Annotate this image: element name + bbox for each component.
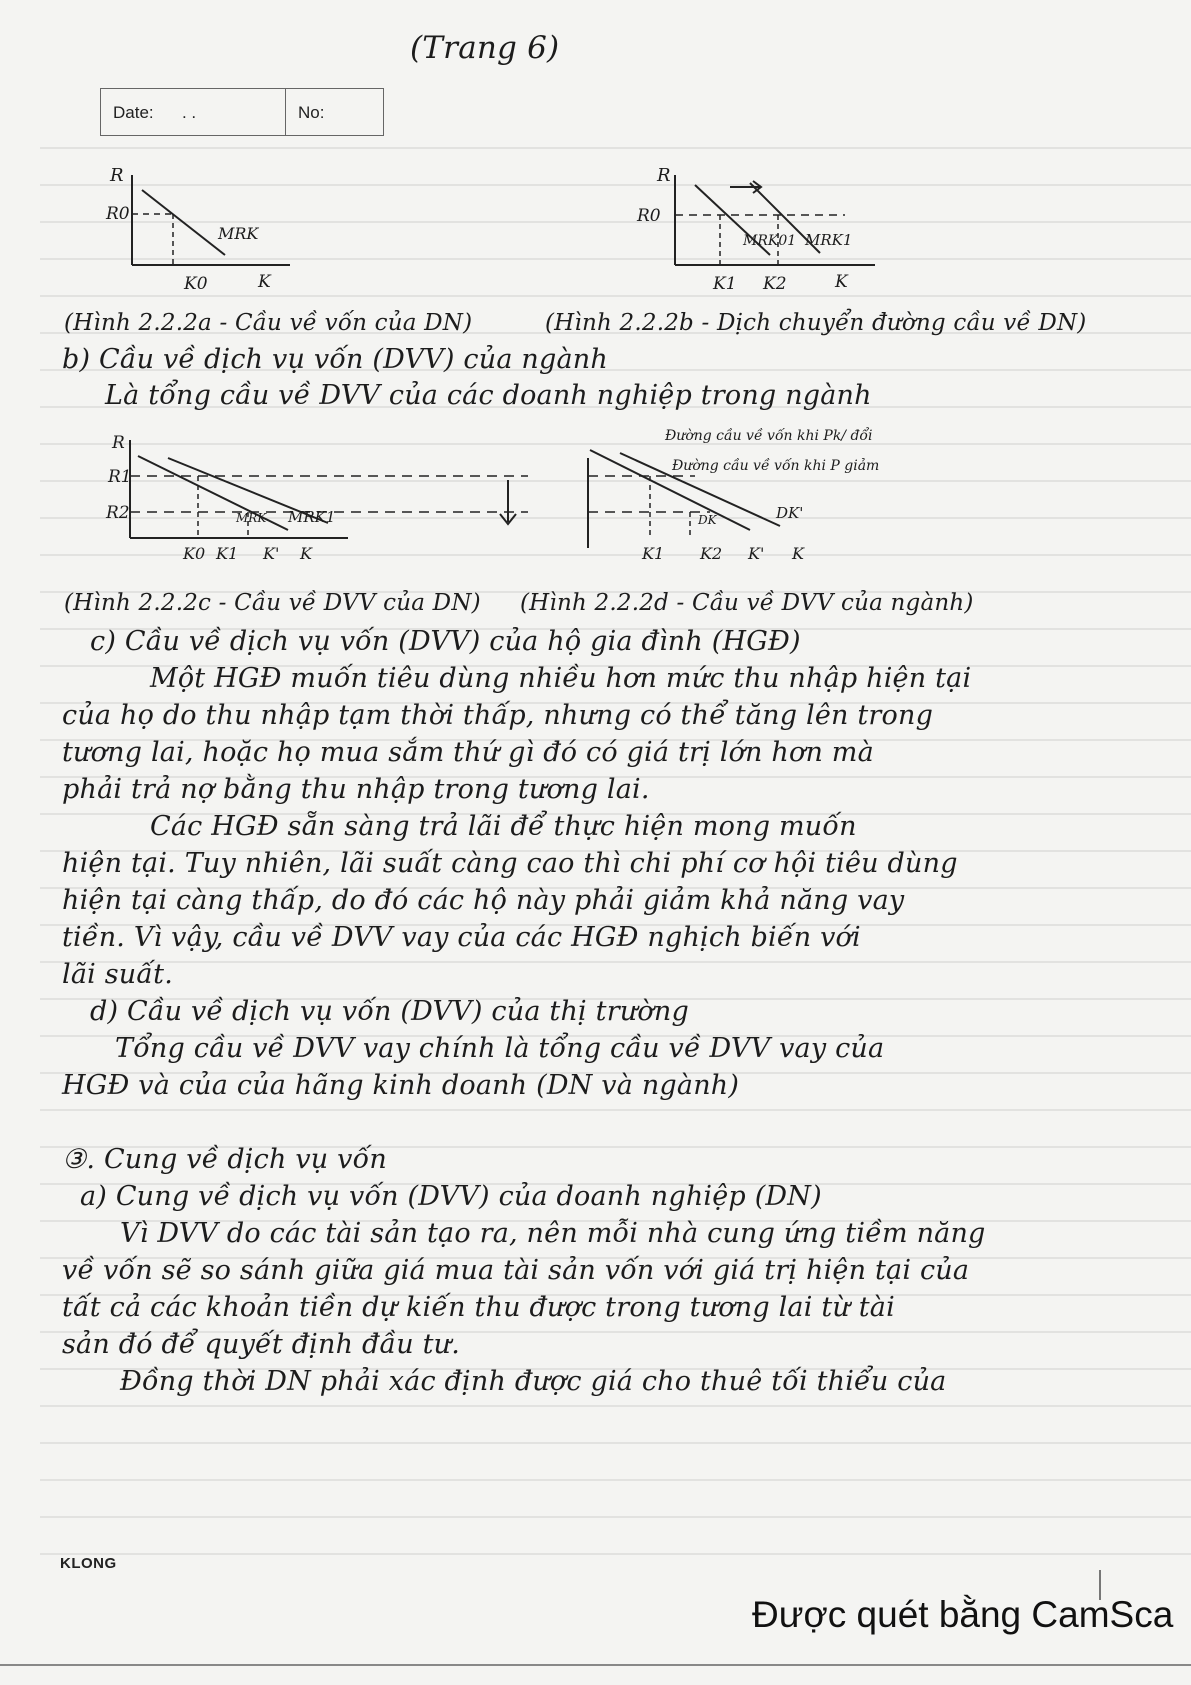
figure-2-2-2b — [635, 165, 935, 305]
section-3-line-5: Đồng thời DN phải xác định được giá cho thuê tối thiểu của — [120, 1366, 947, 1397]
note-price-change: Đường cầu về vốn khi Pk/ đổi — [665, 428, 873, 444]
k2-label: K2 — [763, 274, 787, 294]
x-axis-label: K — [835, 272, 848, 292]
kprime-label: K' — [748, 544, 765, 563]
section-3-line-2: về vốn sẽ so sánh giữa giá mua tài sản vốn với giá trị hiện tại của — [62, 1255, 970, 1286]
section-c-line-8: tiền. Vì vậy, cầu về DVV vay của các HGĐ nghịch biến với — [62, 922, 861, 953]
section-c-line-7: hiện tại càng thấp, do đó các hộ này phải giảm khả năng vay — [62, 885, 905, 916]
down-arrow-icon — [500, 480, 516, 524]
mrk-label: MRK — [218, 224, 259, 243]
section-c-line-9: lãi suất. — [62, 959, 173, 990]
section-c-line-1: Một HGĐ muốn tiêu dùng nhiều hơn mức thu nhập hiện tại — [150, 663, 972, 694]
section-3-line-4: sản đó để quyết định đầu tư. — [62, 1329, 460, 1360]
kprime-label: K' — [263, 544, 280, 563]
date-dots: . . — [181, 103, 197, 122]
k1-label: K1 — [642, 544, 665, 563]
caption-fig-b: (Hình 2.2.2b - Dịch chuyển đường cầu về DN) — [545, 310, 1087, 336]
y-axis-label: R — [657, 165, 671, 186]
section-c-line-4: phải trả nợ bằng thu nhập trong tương lai. — [62, 774, 650, 805]
section-b-heading: b) Cầu về dịch vụ vốn (DVV) của ngành — [62, 344, 608, 375]
x-axis-label: K — [300, 544, 312, 563]
mrk-curve — [142, 190, 225, 255]
section-c-line-2: của họ do thu nhập tạm thời thấp, nhưng có thể tăng lên trong — [62, 700, 934, 731]
section-3-heading: ③. Cung về dịch vụ vốn — [62, 1144, 387, 1175]
caption-fig-c: (Hình 2.2.2c - Cầu về DVV của DN) — [64, 590, 481, 616]
k0-label: K0 — [183, 544, 206, 563]
x-axis-label: K — [258, 272, 271, 292]
caption-fig-a: (Hình 2.2.2a - Cầu về vốn của DN) — [64, 310, 473, 336]
section-c-heading: c) Cầu về dịch vụ vốn (DVV) của hộ gia đình (HGĐ) — [90, 626, 801, 657]
r2-label: R2 — [106, 503, 130, 523]
caption-fig-d: (Hình 2.2.2d - Cầu về DVV của ngành) — [520, 590, 974, 616]
section-3-line-1: Vì DVV do các tài sản tạo ra, nên mỗi nhà cung ứng tiềm năng — [120, 1218, 986, 1249]
r0-label: R0 — [637, 206, 661, 226]
figure-2-2-2d — [580, 418, 1050, 573]
dk-label: DK — [698, 513, 717, 527]
note-price-fall: Đường cầu về vốn khi P giảm — [672, 458, 880, 474]
y-axis-label: R — [112, 433, 125, 453]
scanner-watermark: Được quét bằng CamSca — [752, 1594, 1174, 1635]
section-3-line-3: tất cả các khoản tiền dự kiến thu được trong tương lai từ tài — [62, 1292, 895, 1323]
date-number-box — [100, 88, 384, 136]
section-c-line-3: tương lai, hoặc họ mua sắm thứ gì đó có giá trị lớn hơn mà — [62, 737, 874, 768]
date-cell — [101, 89, 286, 135]
k0-label: K0 — [184, 274, 208, 294]
section-b-body: Là tổng cầu về DVV của các doanh nghiệp trong ngành — [105, 380, 872, 411]
section-d-heading: d) Cầu về dịch vụ vốn (DVV) của thị trường — [90, 996, 689, 1027]
mrk-label: MRK — [236, 511, 267, 525]
r1-label: R1 — [108, 467, 132, 487]
k2-label: K2 — [700, 544, 723, 563]
date-label: Date: — [113, 103, 154, 122]
shift-arrow-icon — [730, 181, 761, 193]
page-title: (Trang 6) — [410, 30, 560, 66]
mrk01-label: MRK01 — [743, 233, 797, 249]
section-d-line-1: Tổng cầu về DVV vay chính là tổng cầu về DVV vay của — [115, 1033, 885, 1064]
y-axis-label: R — [110, 165, 124, 186]
number-cell — [286, 89, 324, 135]
mrk1-label: MRK1 — [288, 508, 336, 526]
x-axis-label: K — [792, 544, 804, 563]
figure-2-2-2a — [100, 165, 300, 305]
figure-2-2-2c — [88, 418, 558, 573]
dk-prime-label: DK' — [776, 504, 804, 522]
mrk1-label: MRK1 — [805, 231, 853, 249]
k1-label: K1 — [216, 544, 239, 563]
k1-label: K1 — [713, 274, 737, 294]
r0-label: R0 — [106, 204, 130, 224]
number-label: No: — [298, 103, 325, 122]
section-d-line-2: HGĐ và của của hãng kinh doanh (DN và ngành) — [62, 1070, 740, 1101]
section-c-line-6: hiện tại. Tuy nhiên, lãi suất càng cao thì chi phí cơ hội tiêu dùng — [62, 848, 958, 879]
section-c-line-5: Các HGĐ sẵn sàng trả lãi để thực hiện mong muốn — [150, 811, 857, 842]
section-3-sub-a: a) Cung về dịch vụ vốn (DVV) của doanh nghiệp (DN) — [80, 1181, 822, 1212]
notebook-brand: KLONG — [60, 1555, 117, 1572]
